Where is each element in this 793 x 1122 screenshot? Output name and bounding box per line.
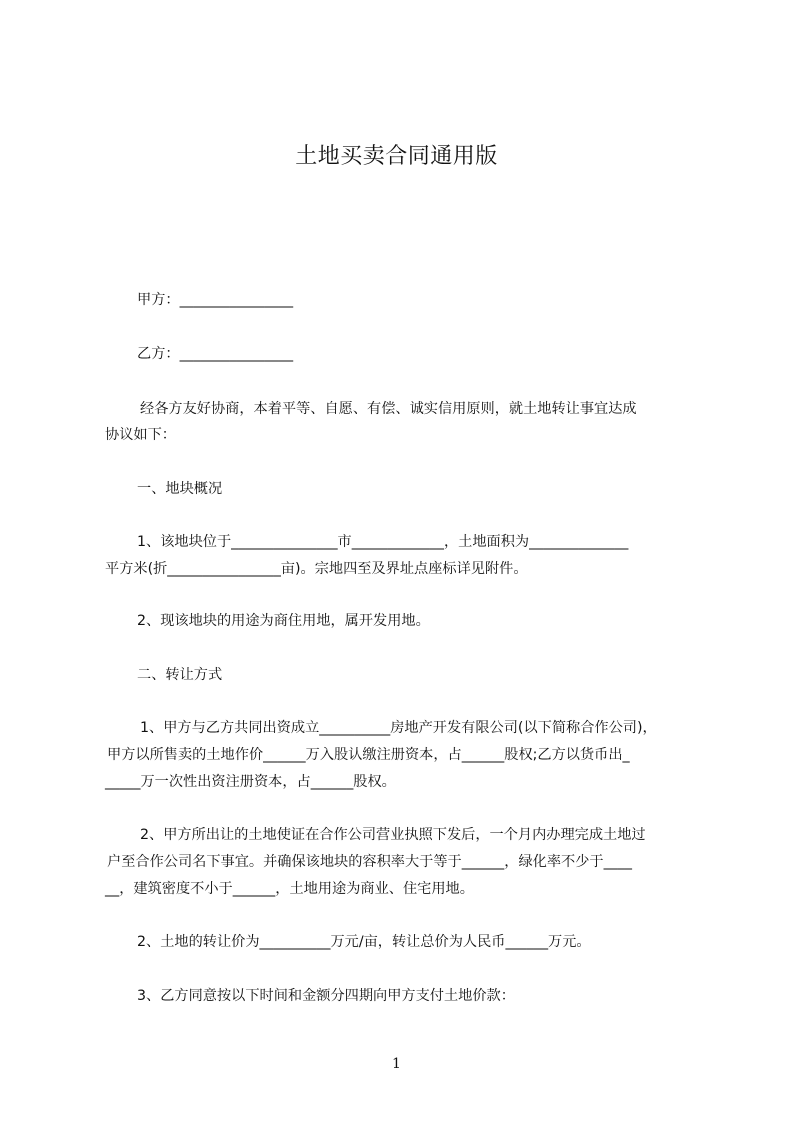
section-2-item-2-line-2: 户至合作公司名下事宜。并确保该地块的容积率大于等于______，绿化率不少于____ (107, 854, 632, 870)
section-2-item-1-line-2: 甲方以所售卖的土地作价______万入股认缴注册资本，占______股权;乙方以货币出_ (107, 747, 630, 763)
document-title: 土地买卖合同通用版 (295, 144, 498, 169)
section-1-heading: 一、地块概况 (137, 481, 223, 497)
intro-line-1: 经各方友好协商，本着平等、自愿、有偿、诚实信用原则，就土地转让事宜达成 (140, 401, 637, 417)
party-b-line: 乙方：________________ (137, 346, 294, 362)
section-2-item-3: 2、土地的转让价为__________万元/亩，转让总价为人民币______万元。 (137, 934, 591, 950)
section-2-heading: 二、转让方式 (137, 667, 223, 683)
section-2-item-2-line-1: 2、甲方所出让的土地使证在合作公司营业执照下发后，一个月内办理完成土地过 (140, 827, 646, 843)
intro-line-2: 协议如下： (105, 427, 176, 443)
section-1-item-1-line-2: 平方米(折________________亩)。宗地四至及界址点座标详见附件。 (105, 561, 528, 577)
page-number: 1 (392, 1056, 401, 1072)
section-2-item-2-line-3: __，建筑密度不小于______，土地用途为商业、住宅用地。 (105, 881, 474, 897)
section-1-item-1-line-1: 1、该地块位于_______________市_____________，土地面积为______________ (137, 534, 629, 550)
section-2-item-4: 3、乙方同意按以下时间和金额分四期向甲方支付土地价款： (137, 988, 515, 1004)
section-1-item-2: 2、现该地块的用途为商住用地，属开发用地。 (137, 613, 430, 629)
section-2-item-1-line-3: _____万一次性出资注册资本，占______股权。 (105, 774, 396, 790)
party-a-line: 甲方：________________ (137, 292, 294, 308)
section-2-item-1-line-1: 1、甲方与乙方共同出资成立__________房地产开发有限公司(以下简称合作公司)， (140, 720, 657, 736)
